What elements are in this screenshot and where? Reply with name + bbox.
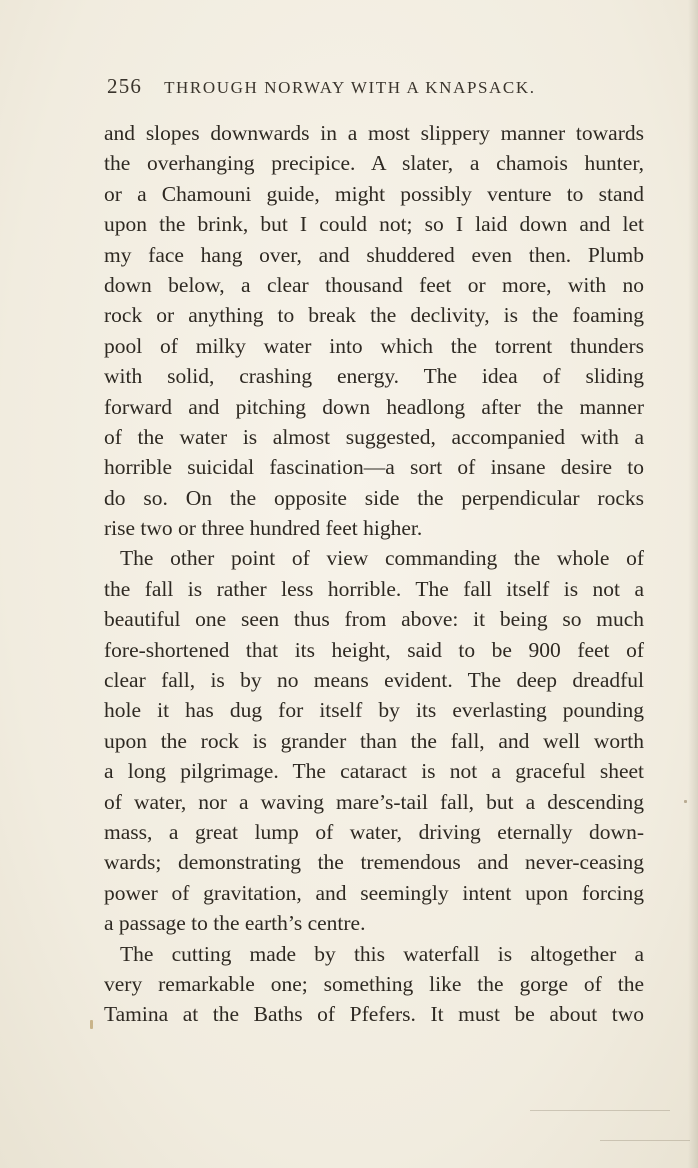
text-line: the overhanging precipice. A slater, a chamois hunter, [104, 151, 644, 176]
text-line: my face hang over, and shuddered even then. Plumb [104, 242, 644, 267]
text-line: upon the rock is grander than the fall, and well worth [104, 728, 644, 753]
text-line: beautiful one seen thus from above: it being so much [104, 607, 644, 632]
paper-crease [600, 1140, 690, 1141]
page-number: 256 [107, 74, 143, 98]
text-line: fore-shortened that its height, said to be 900 feet of [104, 637, 644, 662]
text-line: wards; demonstrating the tremendous and never-ceasing [104, 850, 644, 875]
text-line: power of gravitation, and seemingly intent upon forcing [104, 880, 644, 905]
text-line: very remarkable one; something like the gorge of the [104, 971, 644, 996]
text-line: upon the brink, but I could not; so I laid down and let [104, 212, 644, 237]
text-line: of water, nor a waving mare’s-tail fall, but a descending [104, 789, 644, 814]
paragraph-start-line: The cutting made by this waterfall is altogether a [120, 941, 644, 966]
paper-crease [530, 1110, 670, 1111]
body-text [104, 118, 644, 1030]
text-line: clear fall, is by no means evident. The deep dreadful [104, 668, 644, 693]
text-line: with solid, crashing energy. The idea of sliding [104, 364, 644, 389]
text-line: of the water is almost suggested, accompanied with a [104, 424, 644, 449]
running-title: THROUGH NORWAY WITH A KNAPSACK. [164, 78, 536, 97]
text-line: rock or anything to break the declivity, is the foaming [104, 303, 644, 328]
text-line: the fall is rather less horrible. The fall itself is not a [104, 576, 644, 601]
text-line: hole it has dug for itself by its everlasting pounding [104, 698, 644, 723]
text-line: mass, a great lump of water, driving eternally down- [104, 819, 644, 844]
page-edge-shadow [688, 0, 698, 1168]
paragraph-end-line: a passage to the earth’s centre. [104, 911, 366, 936]
text-line: Tamina at the Baths of Pfefers. It must be about two [104, 1002, 644, 1027]
text-line: forward and pitching down headlong after the manner [104, 394, 644, 419]
text-line: do so. On the opposite side the perpendicular rocks [104, 485, 644, 510]
text-line: a long pilgrimage. The cataract is not a graceful sheet [104, 759, 644, 784]
text-line: down below, a clear thousand feet or more, with no [104, 272, 644, 297]
page-header [107, 74, 577, 104]
text-line: or a Chamouni guide, might possibly venture to stand [104, 181, 644, 206]
text-line: and slopes downwards in a most slippery manner towards [104, 121, 644, 145]
paragraph-end-line: rise two or three hundred feet higher. [104, 516, 423, 541]
text-line: pool of milky water into which the torrent thunders [104, 333, 644, 358]
paper-speck [90, 1020, 93, 1029]
text-line: horrible suicidal fascination—a sort of insane desire to [104, 455, 644, 480]
paper-speck [684, 800, 687, 803]
paragraph-start-line: The other point of view commanding the whole of [120, 546, 644, 571]
